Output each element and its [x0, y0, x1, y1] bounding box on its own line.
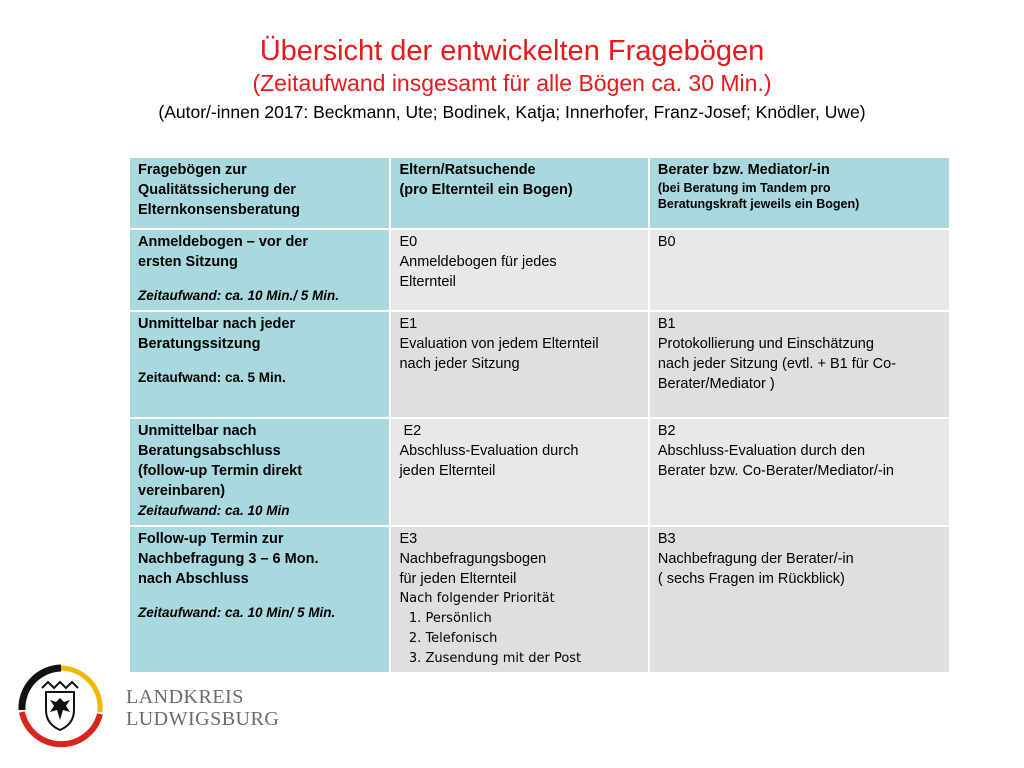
slide-subtitle: (Zeitaufwand insgesamt für alle Bögen ca. 30 Min.) — [252, 70, 772, 96]
form-code: E1 — [399, 316, 418, 332]
header-text: Berater bzw. Mediator/-in — [657, 162, 830, 178]
logo-line-2: LUDWIGSBURG — [126, 708, 280, 730]
form-code: B0 — [657, 234, 676, 250]
header-text: Qualitätssicherung der — [138, 182, 296, 198]
row-label-cell — [129, 526, 390, 673]
header-cell-questionnaires — [129, 157, 390, 229]
table-row — [129, 418, 950, 526]
counselor-cell — [649, 418, 950, 526]
cell-text: Evaluation von jedem Elternteil — [399, 336, 599, 352]
cell-text: Elternteil — [399, 274, 456, 290]
row-label: Anmeldebogen – vor der — [138, 234, 309, 250]
list-item: 2. Telefonisch — [425, 629, 639, 649]
cell-text: Anmeldebogen für jedes — [399, 254, 557, 270]
row-label: Follow-up Termin zur — [138, 531, 284, 547]
questionnaire-table — [128, 156, 951, 674]
row-label: Beratungssitzung — [138, 336, 261, 352]
form-code: E0 — [399, 234, 418, 250]
header-text: (pro Elternteil ein Bogen) — [399, 182, 573, 198]
logo-line-1: LANDKREIS — [126, 686, 244, 708]
parent-cell — [390, 311, 648, 418]
header-text: Fragebögen zur — [138, 162, 247, 178]
parent-cell — [390, 526, 648, 673]
time-estimate: Zeitaufwand: ca. 10 Min/ 5 Min. — [138, 605, 336, 620]
row-label: nach Abschluss — [138, 571, 249, 587]
cell-text: Berater/Mediator ) — [657, 376, 775, 392]
row-label-cell — [129, 418, 390, 526]
authors-line: (Autor/-innen 2017: Beckmann, Ute; Bodinek, Katja; Innerhofer, Franz-Josef; Knödler, Uwe) — [158, 102, 866, 122]
header-note: (bei Beratung im Tandem pro — [657, 181, 831, 195]
form-code: E3 — [399, 531, 418, 547]
cell-text: Nachbefragungsbogen — [399, 551, 547, 567]
table-row — [129, 229, 950, 311]
table-header-row — [129, 157, 950, 229]
row-label-cell — [129, 229, 390, 311]
cell-text: für jeden Elternteil — [399, 571, 517, 587]
logo-text — [126, 686, 279, 730]
row-label-cell — [129, 311, 390, 418]
priority-intro: Nach folgender Priorität — [399, 591, 555, 606]
header-cell-parents — [390, 157, 648, 229]
form-code: B3 — [657, 531, 676, 547]
form-code: E2 — [399, 423, 422, 439]
slide-title: Übersicht der entwickelten Fragebögen — [259, 35, 765, 67]
list-item: 1. Persönlich — [425, 609, 639, 629]
slide-title-block — [0, 34, 1024, 124]
landkreis-ludwigsburg-logo — [16, 662, 106, 754]
time-estimate: Zeitaufwand: ca. 5 Min. — [138, 370, 286, 385]
table-row — [129, 311, 950, 418]
list-item: 3. Zusendung mit der Post — [425, 649, 639, 669]
header-text: Elternkonsensberatung — [138, 202, 300, 218]
header-cell-counselor — [649, 157, 950, 229]
priority-list — [399, 609, 639, 669]
time-estimate: Zeitaufwand: ca. 10 Min./ 5 Min. — [138, 288, 340, 303]
cell-text: nach jeder Sitzung (evtl. + B1 für Co- — [657, 356, 897, 372]
cell-text: Protokollierung und Einschätzung — [657, 336, 874, 352]
counselor-cell — [649, 229, 950, 311]
counselor-cell — [649, 526, 950, 673]
row-label: ersten Sitzung — [138, 254, 238, 270]
cell-text: jeden Elternteil — [399, 463, 496, 479]
cell-text: Berater bzw. Co-Berater/Mediator/-in — [657, 463, 894, 479]
parent-cell — [390, 229, 648, 311]
time-estimate: Zeitaufwand: ca. 10 Min — [138, 503, 290, 518]
cell-text: nach jeder Sitzung — [399, 356, 520, 372]
cell-text: Abschluss-Evaluation durch — [399, 443, 579, 459]
row-label: Unmittelbar nach — [138, 423, 257, 439]
cell-text: Abschluss-Evaluation durch den — [657, 443, 866, 459]
form-code: B1 — [657, 316, 676, 332]
row-label: vereinbaren) — [138, 483, 226, 499]
counselor-cell — [649, 311, 950, 418]
crown-icon — [42, 682, 78, 688]
header-text: Eltern/Ratsuchende — [399, 162, 536, 178]
cell-text: Nachbefragung der Berater/-in — [657, 551, 854, 567]
form-code: B2 — [657, 423, 676, 439]
cell-text: ( sechs Fragen im Rückblick) — [657, 571, 845, 587]
row-label: Unmittelbar nach jeder — [138, 316, 296, 332]
parent-cell — [390, 418, 648, 526]
header-note: Beratungskraft jeweils ein Bogen) — [657, 197, 860, 211]
row-label: Nachbefragung 3 – 6 Mon. — [138, 551, 319, 567]
row-label: Beratungsabschluss — [138, 443, 281, 459]
table-row — [129, 526, 950, 673]
row-label: (follow-up Termin direkt — [138, 463, 303, 479]
